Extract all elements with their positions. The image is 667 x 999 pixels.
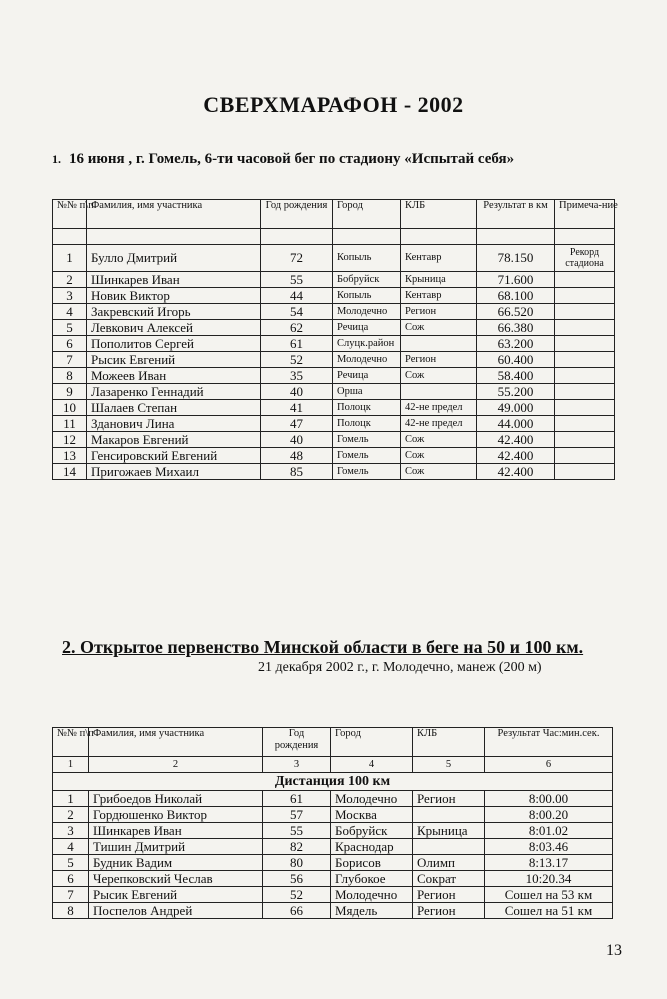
table-cell: 8:03.46 xyxy=(485,839,613,855)
header-num: №№ п\п xyxy=(53,728,89,757)
table-cell: 9 xyxy=(53,384,87,400)
table-cell: Речица xyxy=(333,368,401,384)
table-cell: 82 xyxy=(263,839,331,855)
table-cell: Кентавр xyxy=(401,245,477,272)
table-cell: Полоцк xyxy=(333,416,401,432)
header-year: Год рождения xyxy=(261,200,333,229)
table-row xyxy=(53,791,613,807)
header-result: Результат в км xyxy=(477,200,555,229)
table-cell: Гомель xyxy=(333,448,401,464)
table-cell: Глубокое xyxy=(331,871,413,887)
table-cell: Копыль xyxy=(333,288,401,304)
table-cell: Пополитов Сергей xyxy=(87,336,261,352)
page-number: 13 xyxy=(606,942,622,959)
table-cell: 3 xyxy=(53,288,87,304)
table-cell: 42.400 xyxy=(477,432,555,448)
section1-heading xyxy=(52,151,514,168)
table-cell: 7 xyxy=(53,887,89,903)
table-cell: 66 xyxy=(263,903,331,919)
table-cell: 40 xyxy=(261,384,333,400)
table-cell: 56 xyxy=(263,871,331,887)
header-year: Год рождения xyxy=(263,728,331,757)
table-cell: 8 xyxy=(53,368,87,384)
table-cell: 47 xyxy=(261,416,333,432)
table-cell: 71.600 xyxy=(477,272,555,288)
table-cell: 61 xyxy=(263,791,331,807)
table-cell: Сошел на 51 км xyxy=(485,903,613,919)
table-cell: 72 xyxy=(261,245,333,272)
table-cell xyxy=(401,384,477,400)
table-cell: Шинкарев Иван xyxy=(89,823,263,839)
table-cell xyxy=(555,432,615,448)
table-cell: 6 xyxy=(53,336,87,352)
section2-heading: 2. Открытое первенство Минской области в беге на 50 и 100 км. xyxy=(62,637,584,657)
table-cell: 5 xyxy=(53,320,87,336)
table-cell xyxy=(401,336,477,352)
table-cell: 49.000 xyxy=(477,400,555,416)
table-cell: Будник Вадим xyxy=(89,855,263,871)
table-cell: 8 xyxy=(53,903,89,919)
table-cell: Регион xyxy=(413,903,485,919)
table-cell: Регион xyxy=(413,887,485,903)
table-cell: 4 xyxy=(331,757,413,773)
table-cell: Гомель xyxy=(333,464,401,480)
table-cell: Рысик Евгений xyxy=(89,887,263,903)
table-cell: Молодечно xyxy=(333,304,401,320)
table-cell: Орша xyxy=(333,384,401,400)
table-spacer-row xyxy=(53,229,615,245)
table-cell: Олимп xyxy=(413,855,485,871)
table-cell: 41 xyxy=(261,400,333,416)
table-cell xyxy=(555,288,615,304)
table-cell: Новик Виктор xyxy=(87,288,261,304)
table-cell: Молодечно xyxy=(331,791,413,807)
table-cell: 52 xyxy=(263,887,331,903)
table-cell xyxy=(555,448,615,464)
header-club: КЛБ xyxy=(401,200,477,229)
table-cell: Бобруйск xyxy=(333,272,401,288)
table-row xyxy=(53,855,613,871)
table-cell: 13 xyxy=(53,448,87,464)
table-cell xyxy=(555,384,615,400)
table-cell: 4 xyxy=(53,839,89,855)
table-cell: Рысик Евгений xyxy=(87,352,261,368)
table-row xyxy=(53,245,615,272)
table-cell: Регион xyxy=(401,352,477,368)
table-cell: Молодечно xyxy=(331,887,413,903)
table-cell: Пригожаев Михаил xyxy=(87,464,261,480)
table-cell: 8:00.00 xyxy=(485,791,613,807)
table-cell: 44.000 xyxy=(477,416,555,432)
table-cell xyxy=(555,336,615,352)
table-cell xyxy=(555,400,615,416)
header-club: КЛБ xyxy=(413,728,485,757)
table-cell xyxy=(555,320,615,336)
table-cell: 85 xyxy=(261,464,333,480)
table-cell: Поспелов Андрей xyxy=(89,903,263,919)
table-row xyxy=(53,807,613,823)
table-cell: 42-не предел xyxy=(401,400,477,416)
table-cell: Слуцк.район xyxy=(333,336,401,352)
table-cell: Черепковский Чеслав xyxy=(89,871,263,887)
table-cell: Грибоедов Николай xyxy=(89,791,263,807)
table-cell: 1 xyxy=(53,245,87,272)
table-cell: Сож xyxy=(401,368,477,384)
table-header-row xyxy=(53,200,615,229)
table-cell: Сож xyxy=(401,464,477,480)
table-cell: Булло Дмитрий xyxy=(87,245,261,272)
table-cell xyxy=(555,416,615,432)
table-cell: Крыница xyxy=(401,272,477,288)
table-cell: Закревский Игорь xyxy=(87,304,261,320)
table-cell: Сошел на 53 км xyxy=(485,887,613,903)
table-cell: 2 xyxy=(89,757,263,773)
table-cell: 40 xyxy=(261,432,333,448)
table-row xyxy=(53,903,613,919)
table-row xyxy=(53,336,615,352)
section2-subheading: 21 декабря 2002 г., г. Молодечно, манеж (200 м) xyxy=(258,660,542,675)
table-row xyxy=(53,368,615,384)
table-cell: Тишин Дмитрий xyxy=(89,839,263,855)
table-cell: Бобруйск xyxy=(331,823,413,839)
table-cell: Сож xyxy=(401,448,477,464)
table-cell: 2 xyxy=(53,272,87,288)
header-name: Фамилия, имя участника xyxy=(89,728,263,757)
table-cell: 7 xyxy=(53,352,87,368)
table-cell: 80 xyxy=(263,855,331,871)
table-cell: Краснодар xyxy=(331,839,413,855)
header-num: №№ п\п xyxy=(53,200,87,229)
table-cell: 10 xyxy=(53,400,87,416)
table-cell: Зданович Лина xyxy=(87,416,261,432)
table-cell xyxy=(555,304,615,320)
table-cell: 35 xyxy=(261,368,333,384)
table-cell xyxy=(555,368,615,384)
table-row xyxy=(53,823,613,839)
table-cell: Копыль xyxy=(333,245,401,272)
results-table-100km xyxy=(52,727,613,919)
table-cell: Шинкарев Иван xyxy=(87,272,261,288)
table-cell: Шалаев Степан xyxy=(87,400,261,416)
table-cell: Макаров Евгений xyxy=(87,432,261,448)
table-cell: 78.150 xyxy=(477,245,555,272)
table-row xyxy=(53,272,615,288)
table-row xyxy=(53,839,613,855)
header-name: Фамилия, имя участника xyxy=(87,200,261,229)
table-cell: Борисов xyxy=(331,855,413,871)
table-cell: Сож xyxy=(401,320,477,336)
table-cell xyxy=(401,229,477,245)
table-cell xyxy=(87,229,261,245)
table-cell xyxy=(555,352,615,368)
table-cell: Сож xyxy=(401,432,477,448)
column-number-row xyxy=(53,757,613,773)
table-cell: Гордюшенко Виктор xyxy=(89,807,263,823)
table-cell: Полоцк xyxy=(333,400,401,416)
table-cell: Рекорд стадиона xyxy=(555,245,615,272)
header-note: Примеча-ние xyxy=(555,200,615,229)
table-cell xyxy=(477,229,555,245)
table-header-row xyxy=(53,728,613,757)
table-row xyxy=(53,432,615,448)
header-result: Результат Час:мин.сек. xyxy=(485,728,613,757)
table-cell: Регион xyxy=(401,304,477,320)
distance-row xyxy=(53,773,613,791)
table-cell: 6 xyxy=(485,757,613,773)
table-cell: 14 xyxy=(53,464,87,480)
distance-label: Дистанция 100 км xyxy=(53,773,613,791)
table-cell: 55 xyxy=(261,272,333,288)
table-row xyxy=(53,320,615,336)
table-cell: 3 xyxy=(263,757,331,773)
table-cell: 12 xyxy=(53,432,87,448)
table-cell: 1 xyxy=(53,757,89,773)
table-row xyxy=(53,416,615,432)
table-cell: Левкович Алексей xyxy=(87,320,261,336)
table-cell: 8:13.17 xyxy=(485,855,613,871)
table-cell: 62 xyxy=(261,320,333,336)
table-cell: 66.520 xyxy=(477,304,555,320)
table-cell: 58.400 xyxy=(477,368,555,384)
table-cell: Москва xyxy=(331,807,413,823)
table-cell: 5 xyxy=(413,757,485,773)
table-row xyxy=(53,464,615,480)
results-table-6h xyxy=(52,199,618,480)
table-cell: Кентавр xyxy=(401,288,477,304)
table-cell: 42.400 xyxy=(477,464,555,480)
table-row xyxy=(53,448,615,464)
table-cell: Крыница xyxy=(413,823,485,839)
table-cell: 68.100 xyxy=(477,288,555,304)
table-cell: 8:01.02 xyxy=(485,823,613,839)
table-cell: Молодечно xyxy=(333,352,401,368)
table-cell: 42.400 xyxy=(477,448,555,464)
section1-heading-text: 16 июня , г. Гомель, 6-ти часовой бег по стадиону «Испытай себя» xyxy=(69,151,515,167)
table-cell xyxy=(555,272,615,288)
table-cell: 61 xyxy=(261,336,333,352)
table-cell: 66.380 xyxy=(477,320,555,336)
table-row xyxy=(53,288,615,304)
table-cell: 11 xyxy=(53,416,87,432)
table-cell xyxy=(333,229,401,245)
section1-number: 1. xyxy=(52,152,61,166)
table-row xyxy=(53,384,615,400)
table-cell: 5 xyxy=(53,855,89,871)
table-cell: 60.400 xyxy=(477,352,555,368)
header-city: Город xyxy=(333,200,401,229)
table-cell: 63.200 xyxy=(477,336,555,352)
table-cell: Генсировский Евгений xyxy=(87,448,261,464)
table-cell: 42-не предел xyxy=(401,416,477,432)
table-cell: 54 xyxy=(261,304,333,320)
table-cell: 4 xyxy=(53,304,87,320)
table-cell: Мядель xyxy=(331,903,413,919)
table-cell: 10:20.34 xyxy=(485,871,613,887)
table-cell xyxy=(261,229,333,245)
table-cell: 55 xyxy=(263,823,331,839)
table-row xyxy=(53,304,615,320)
table-cell: Гомель xyxy=(333,432,401,448)
table-row xyxy=(53,400,615,416)
table-cell: 6 xyxy=(53,871,89,887)
table-cell: Речица xyxy=(333,320,401,336)
table-cell: Лазаренко Геннадий xyxy=(87,384,261,400)
table-cell: 52 xyxy=(261,352,333,368)
table-cell xyxy=(555,229,615,245)
table-cell: 2 xyxy=(53,807,89,823)
page-title: СВЕРХМАРАФОН - 2002 xyxy=(203,92,464,117)
table-cell: Сократ xyxy=(413,871,485,887)
table-cell: Можеев Иван xyxy=(87,368,261,384)
table-cell xyxy=(413,839,485,855)
table-cell: 1 xyxy=(53,791,89,807)
table-cell: 44 xyxy=(261,288,333,304)
table-cell xyxy=(555,464,615,480)
header-city: Город xyxy=(331,728,413,757)
table-row xyxy=(53,871,613,887)
table-cell: 3 xyxy=(53,823,89,839)
table-cell: 48 xyxy=(261,448,333,464)
table-cell: Регион xyxy=(413,791,485,807)
table-row xyxy=(53,352,615,368)
table-cell: 55.200 xyxy=(477,384,555,400)
table-cell: 8:00.20 xyxy=(485,807,613,823)
table-cell xyxy=(53,229,87,245)
table-row xyxy=(53,887,613,903)
table-cell: 57 xyxy=(263,807,331,823)
table-cell xyxy=(413,807,485,823)
